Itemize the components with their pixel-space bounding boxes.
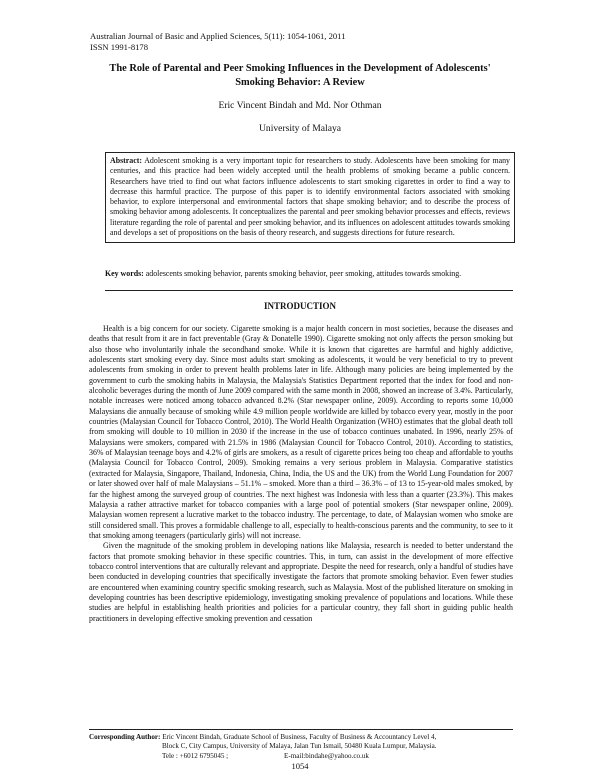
paper-title-line-2: Smoking Behavior: A Review [235, 76, 365, 88]
journal-header [90, 31, 345, 53]
author-telephone: Tele : +6012 6795045 ; [162, 751, 229, 760]
keywords-label: Key words: [105, 269, 144, 278]
paper-title [60, 62, 540, 89]
author-email: E-mail:bindahe@yahoo.co.uk [284, 751, 369, 760]
footnote-divider [89, 729, 513, 730]
abstract-box [105, 152, 515, 243]
corresponding-author-label: Corresponding Author: [89, 733, 161, 741]
authors: Eric Vincent Bindah and Md. Nor Othman [218, 100, 382, 111]
paragraph-1: Health is a big concern for our society. Cigarette smoking is a major health concern in most societies, because the diseases and deaths that result from it are in fact preventable (Gray & Donatelle 1990). Cigarette smoking not only affects the person smoking but also those who involuntarily inhale the secondhand smoke. While it is known that cigarettes are harmful and highly addictive, adolescents start smoking every day. Since most adults start smoking as adolescents, it would be very beneficial to try to prevent adolescents from smoking in order to prevent health problems later in life. Although many policies are being implemented by the government to curb the smoking habits in Malaysia, the Malaysia's Statistics Department reported that the index for food and non-alcoholic beverages during the month of June 2009 compared with the same month in 2008, showed an increase of 3.4%. Particularly, notable increases were noticed among tobacco advanced 8.2% (Star newspaper online, 2009). According to reports some 10,000 Malaysians die annually because of smoking while 4.9 million people worldwide are killed by tobacco every year, mostly in the poor countries (Malaysian Council for Tobacco Control, 2010). The World Health Organization (WHO) estimates that the global death toll from smoking will double to 10 million in 2030 if the increase in the use of tobacco continues unabated. In 1996, nearly 25% of Malaysians were smokers, compared with 21.5% in 1986 (Malaysian Council for Tobacco Control, 2010). According to statistics, 36% of Malaysian teenage boys and 4.2% of girls are smokers, as a result of cigarette prices being too cheap and affordable to youths (Malaysia Council for Tobacco Control, 2009). Smoking remains a very serious problem in Malaysia. Comparative statistics (extracted for Malaysia, Singapore, Thailand, Indonesia, China, India, the US and the UK) from the World Lung Foundation for 2007 or later showed over half of male Malaysians – 51.1% – smoked. More than a third – 36.3% – of 13 to 15-year-old males smoked, by far the highest among the surveyed group of countries. The next highest was Indonesia with less than a quarter (23.3%). This makes Malaysia a rather attractive market for tobacco companies with a large pool of potential smokers (Star newspaper online, 2009). Malaysian women represent a lucrative market to the tobacco industry. The percentage, to date, of Malaysian women who smoke are still considered small. This proves a formidable challenge to all, especially to health-conscious parents and the community, to see to it that smoking among teenagers (particularly girls) will not increase. [89, 324, 513, 540]
paper-title-line-1: The Role of Parental and Peer Smoking Influences in the Development of Adolescents' [109, 63, 491, 74]
body-text [89, 324, 513, 624]
section-heading: INTRODUCTION [263, 301, 336, 311]
abstract-text: Adolescent smoking is a very important topic for researchers to study. Adolescents have been smoking for many centuries, and this practice had been widely accepted until the health problems of smoking became a public concern. Researchers have tried to find out what factors influence adolescents to start smoking cigarettes in order to find a way to decrease this harmful practice. The purpose of this paper is to identify environmental factors associated with smoking behavior, to explore interpersonal and environmental factors that shape smoking behavior; and to describe the process of smoking behavior among adolescents. It conceptualizes the parental and peer smoking behavior processes and effects, reviews literature regarding the role of parental and peer smoking behavior, and its influences on adolescent attitudes towards smoking and develops a set of propositions on the basis of theory research, and suggests directions for future research. [110, 156, 510, 238]
page-number: 1054 [291, 761, 309, 771]
keywords-divider [105, 290, 513, 291]
keywords [105, 269, 505, 279]
corresponding-author-line-2: Block C, City Campus, University of Malaya, Jalan Tun Ismail, 50480 Kuala Lumpur, Malaysia. [162, 742, 437, 751]
corresponding-author-note [89, 733, 519, 761]
affiliation: University of Malaya [258, 123, 342, 134]
journal-issn: ISSN 1991-8178 [90, 42, 149, 52]
abstract-label: Abstract: [110, 156, 142, 165]
journal-citation: Australian Journal of Basic and Applied Sciences, 5(11): 1054-1061, 2011 [90, 31, 346, 41]
paragraph-2: Given the magnitude of the smoking problem in developing nations like Malaysia, research is needed to better understand the factors that promote smoking behavior in these specific countries. This, in turn, can assist in the development of more effective tobacco control interventions that are culturally relevant and appropriate. Despite the need for research, only a handful of studies have been conducted in developing countries that specifically investigate the factors that promote smoking behavior. Even fewer studies are encountered when examining country specific smoking research, such as Malaysia. Most of the published literature on smoking in developing countries has been descriptive epidemiology, investigating smoking prevalence of populations and locations. While these studies are helpful in establishing health priorities and policies for a particular country, they fall short in guiding public health practitioners in developing effective smoking prevention and cessation [89, 541, 513, 623]
corresponding-author-line-1: Eric Vincent Bindah, Graduate School of Business, Faculty of Business & Accountancy Level 4, [160, 733, 437, 741]
keywords-text: adolescents smoking behavior, parents smoking behavior, peer smoking, attitudes towards smoking. [143, 269, 462, 278]
